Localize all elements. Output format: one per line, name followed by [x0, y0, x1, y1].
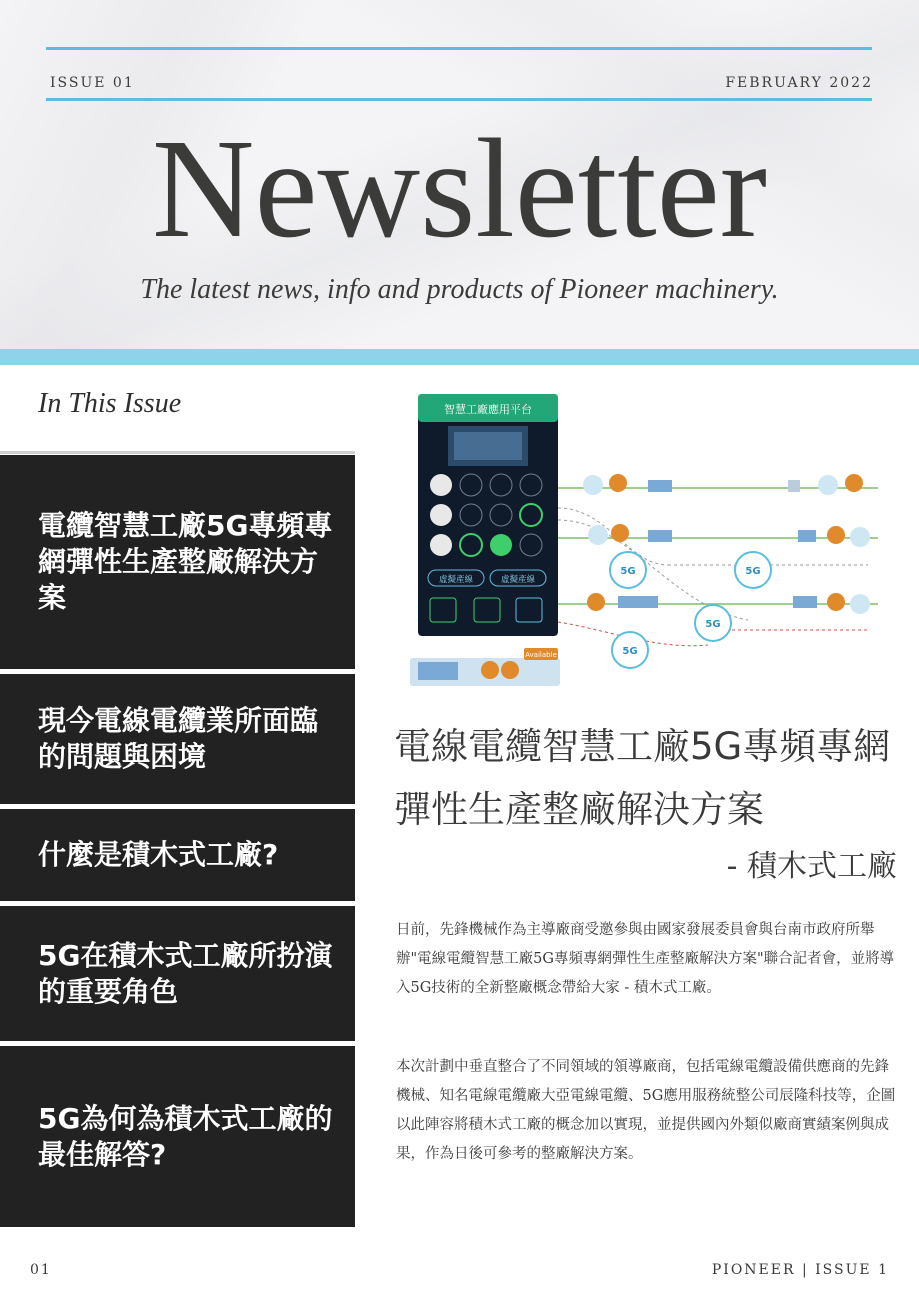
article-paragraph-2: 本次計劃中垂直整合了不同領域的領導廠商，包括電線電纜設備供應商的先鋒機械、知名電線電纜廠大亞電線電纜、5G應用服務統整公司辰隆科技等，企圖以此陣容將積木式工廠的概念加以實現，並提供國內外類似廠商實績案例與成果，作為日後可參考的整廠解決方案。	[396, 1059, 896, 1162]
5g-badge-label-1: 5G	[620, 566, 636, 577]
5g-badge-label-2: 5G	[745, 566, 761, 577]
issue-number: ISSUE 01	[50, 75, 135, 91]
5g-badge-label-3: 5G	[705, 619, 721, 630]
virtual-line-label-1: 虛擬產線	[438, 575, 474, 585]
toc-item-why-5g[interactable]	[0, 1046, 355, 1227]
accent-band	[0, 349, 919, 365]
issue-date: FEBRUARY 2022	[725, 75, 873, 91]
toc-item-label: 現今電線電纜業所面臨的問題與困境	[38, 704, 319, 773]
panel-title: 智慧工廠應用平台	[444, 403, 532, 416]
toc-item-label: 5G在積木式工廠所扮演的重要角色	[38, 938, 333, 1008]
available-label: Available	[525, 651, 557, 659]
in-this-issue-heading: In This Issue	[38, 388, 182, 419]
smart-factory-diagram	[408, 390, 886, 690]
masthead	[0, 0, 919, 350]
article-paragraph-1: 日前，先鋒機械作為主導廠商受邀參與由國家發展委員會與台南市政府所舉辦"電線電纜智慧工廠5G專頻專網彈性生產整廠解決方案"聯合記者會，並將導入5G技術的全新整廠概念帶給大家 - 積木式工廠。	[396, 922, 895, 996]
article-headline: 電線電纜智慧工廠5G專頻專網彈性生產整廠解決方案	[394, 725, 891, 831]
5g-badge-label-4: 5G	[622, 646, 638, 657]
toc-item-5g-role[interactable]	[0, 906, 355, 1041]
standby-machines	[410, 648, 560, 686]
toc-item-label: 什麼是積木式工廠?	[38, 838, 279, 871]
page-number: 01	[30, 1262, 52, 1278]
toc-divider	[0, 451, 355, 454]
panel-screen-machine	[454, 432, 522, 460]
article-headline-subtitle: - 積木式工廠	[726, 849, 897, 884]
middle-rule	[46, 98, 872, 101]
toc-item-label: 5G為何為積木式工廠的最佳解答?	[38, 1101, 333, 1171]
toc-item-industry-problems[interactable]	[0, 674, 355, 804]
newsletter-subtitle: The latest news, info and products of Pioneer machinery.	[140, 274, 779, 305]
5g-badges	[610, 552, 771, 668]
toc-item-what-is-block-factory[interactable]	[0, 809, 355, 901]
top-rule	[46, 47, 872, 50]
newsletter-title: Newsletter	[151, 109, 768, 267]
footer-brand: PIONEER | ISSUE 1	[711, 1262, 889, 1278]
virtual-line-label-2: 虛擬產線	[500, 575, 536, 585]
toc-item-5g-factory-solution[interactable]	[0, 455, 355, 669]
toc-item-label: 電纜智慧工廠5G專頻專網彈性生產整廠解決方案	[38, 509, 333, 614]
